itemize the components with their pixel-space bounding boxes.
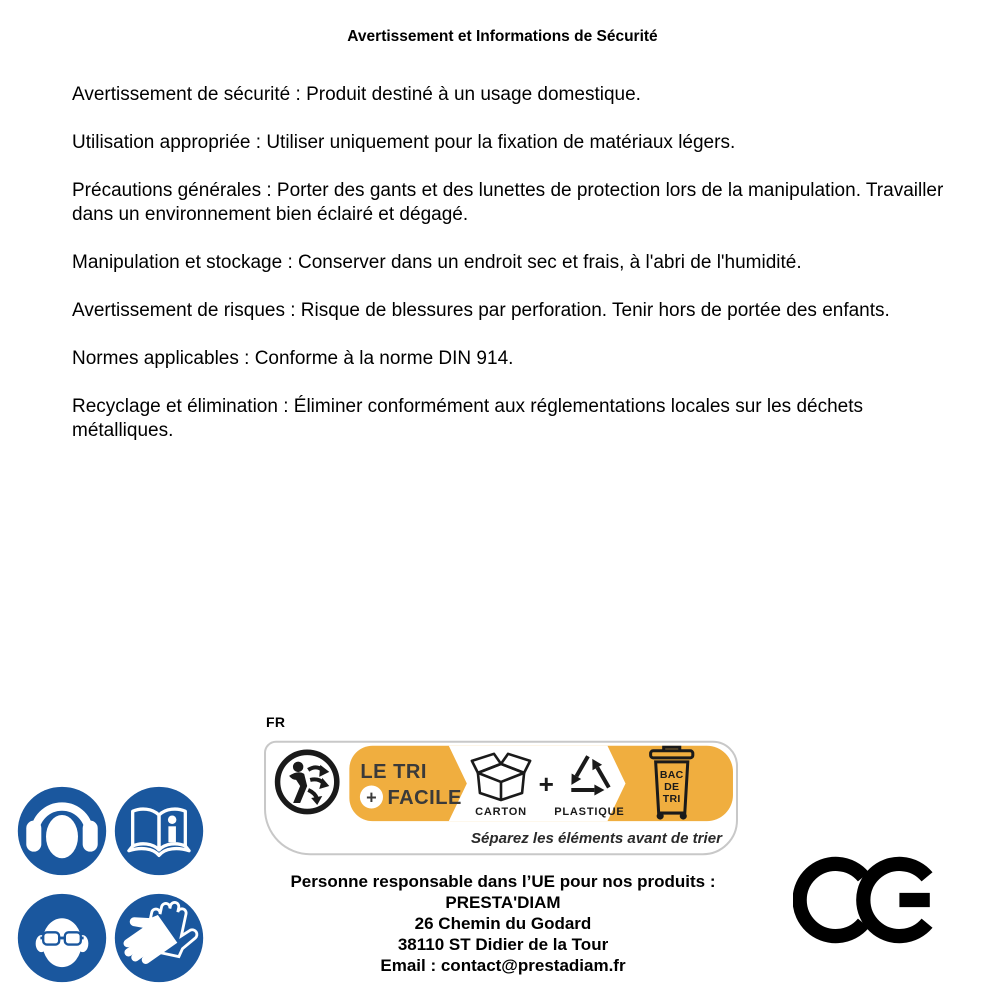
badge-material-separator: + xyxy=(538,768,554,799)
company-name: PRESTA'DIAM xyxy=(445,893,561,912)
safety-paragraph-appropriate-use: Utilisation appropriée : Utiliser uniquement pour la fixation de matériaux légers. xyxy=(72,132,736,153)
safety-paragraph-standards: Normes applicables : Conforme à la norme DIN 914. xyxy=(72,348,514,369)
address-street: 26 Chemin du Godard xyxy=(414,914,592,933)
badge-material-plastique: PLASTIQUE xyxy=(554,806,625,819)
badge-headline-line2: FACILE xyxy=(387,787,462,810)
page-title: Avertissement et Informations de Sécurité xyxy=(347,28,658,45)
safety-text-section xyxy=(72,83,950,467)
responsible-person-block xyxy=(153,871,853,976)
safety-paragraph-recycling: Recyclage et élimination : Éliminer conformément aux réglementations locales sur les déchets métalliques. xyxy=(72,396,863,441)
badge-headline-line1: LE TRI xyxy=(360,760,428,783)
wear-ear-protection-icon xyxy=(15,784,109,878)
tri-facile-recycling-badge xyxy=(264,740,738,856)
country-code-label: FR xyxy=(266,714,286,730)
read-instruction-manual-icon xyxy=(112,784,206,878)
bin-label-line3: TRI xyxy=(662,793,681,806)
safety-paragraph-risks: Avertissement de risques : Risque de blessures par perforation. Tenir hors de portée des enfants. xyxy=(72,300,890,321)
badge-tagline: Séparez les éléments avant de trier xyxy=(471,830,722,848)
badge-headline-plus: + xyxy=(366,787,377,808)
safety-paragraph-precautions: Précautions générales : Porter des gants et des lunettes de protection lors de la manipulation. Travailler dans un environnement bien éclairé et dégagé. xyxy=(72,180,944,225)
bin-label-line2: DE xyxy=(664,780,680,793)
safety-paragraph-usage: Avertissement de sécurité : Produit destiné à un usage domestique. xyxy=(72,84,641,105)
bin-label-line1: BAC xyxy=(659,768,684,781)
contact-email: Email : contact@prestadiam.fr xyxy=(380,956,626,975)
safety-paragraph-storage: Manipulation et stockage : Conserver dans un endroit sec et frais, à l'abri de l'humidité. xyxy=(72,252,802,273)
responsible-intro: Personne responsable dans l’UE pour nos produits : xyxy=(290,872,716,891)
badge-material-carton: CARTON xyxy=(475,806,527,819)
address-city: 38110 ST Didier de la Tour xyxy=(397,935,609,954)
ce-mark-icon xyxy=(793,848,945,952)
wear-eye-protection-icon xyxy=(15,891,109,985)
